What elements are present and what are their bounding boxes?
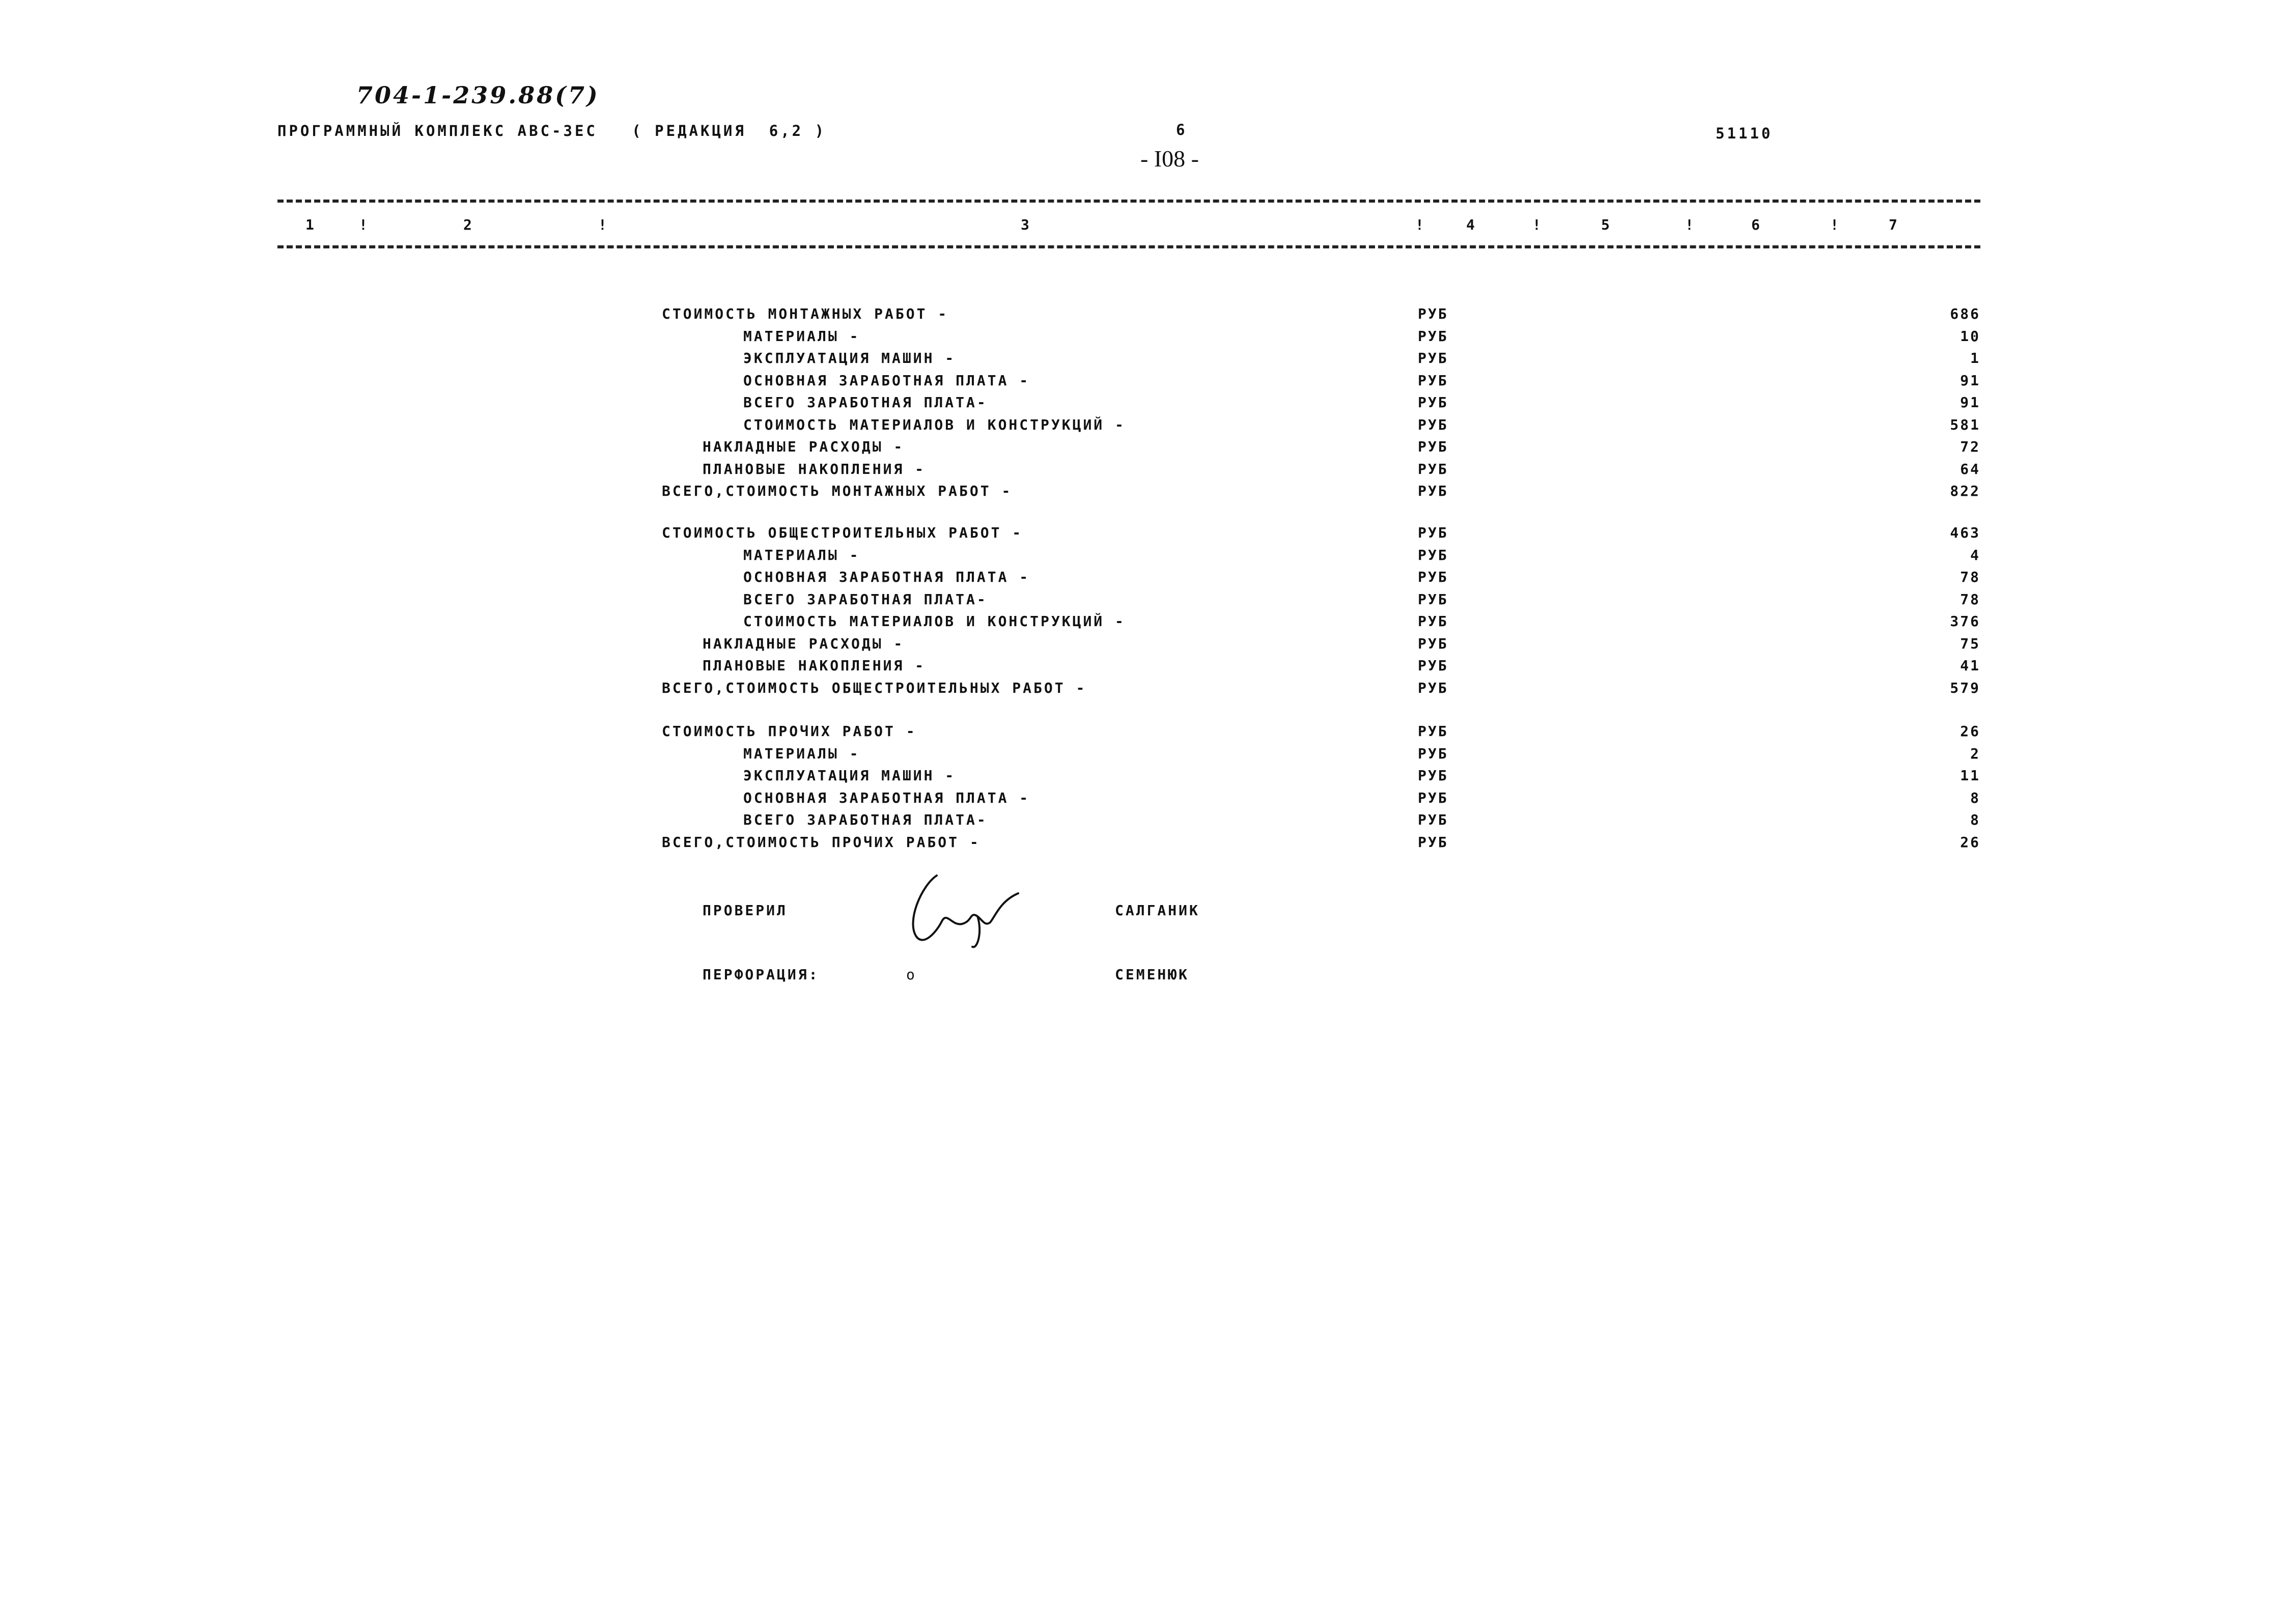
row-value: 8 [1970, 789, 1980, 806]
row-label: ВСЕГО ЗАРАБОТНАЯ ПЛАТА- [743, 394, 988, 411]
table-row [0, 767, 1980, 789]
table-row [0, 680, 1980, 702]
column-number-3: 3 [1021, 216, 1029, 233]
row-unit: РУБ [1418, 723, 1448, 740]
row-label: МАТЕРИАЛЫ - [743, 546, 860, 563]
row-unit: РУБ [1418, 569, 1448, 585]
row-label: СТОИМОСТЬ МАТЕРИАЛОВ И КОНСТРУКЦИЙ - [743, 416, 1126, 433]
table-row [0, 834, 1980, 856]
table-row [0, 372, 1980, 394]
row-unit: РУБ [1418, 613, 1448, 630]
row-unit: РУБ [1418, 789, 1448, 806]
row-label: ОСНОВНАЯ ЗАРАБОТНАЯ ПЛАТА - [743, 372, 1030, 389]
compiled-label [1115, 902, 1200, 919]
row-value: 686 [1950, 305, 1980, 322]
row-label: МАТЕРИАЛЫ - [743, 327, 860, 345]
row-label: ОСНОВНАЯ ЗАРАБОТНАЯ ПЛАТА - [743, 789, 1030, 806]
row-unit: РУБ [1418, 438, 1448, 455]
row-label: НАКЛАДНЫЕ РАСХОДЫ - [703, 438, 905, 455]
table-row [0, 483, 1980, 505]
table-row [0, 328, 1980, 350]
sheet-number: 6 [1176, 121, 1188, 138]
row-value: 11 [1960, 767, 1980, 784]
row-unit: РУБ [1418, 833, 1448, 851]
row-value: 581 [1950, 416, 1980, 433]
row-label: ЭКСПЛУАТАЦИЯ МАШИН - [743, 350, 956, 366]
column-separator: ! [1415, 216, 1424, 233]
signature-image [901, 865, 1033, 952]
row-unit: РУБ [1418, 590, 1448, 608]
table-row [0, 613, 1980, 635]
row-value: 91 [1960, 372, 1980, 389]
row-value: 10 [1960, 327, 1980, 345]
table-row [0, 305, 1980, 328]
column-separator: ! [1830, 216, 1839, 233]
row-label: ВСЕГО ЗАРАБОТНАЯ ПЛАТА- [743, 590, 988, 608]
row-unit: РУБ [1418, 394, 1448, 411]
row-value: 78 [1960, 590, 1980, 608]
row-unit: РУБ [1418, 679, 1448, 696]
header-top-rule [277, 200, 1980, 203]
table-row [0, 635, 1980, 658]
row-value: 26 [1960, 723, 1980, 740]
table-row [0, 657, 1980, 680]
page-number: - I08 - [1140, 146, 1199, 172]
row-unit: РУБ [1418, 460, 1448, 477]
row-value: 822 [1950, 483, 1980, 499]
row-value: 4 [1970, 546, 1980, 563]
row-label: ОСНОВНАЯ ЗАРАБОТНАЯ ПЛАТА - [743, 569, 1030, 585]
row-label: ВСЕГО ЗАРАБОТНАЯ ПЛАТА- [743, 811, 988, 828]
column-number-6: 6 [1751, 216, 1760, 233]
row-unit: РУБ [1418, 327, 1448, 345]
column-separator: ! [1685, 216, 1694, 233]
column-number-5: 5 [1601, 216, 1610, 233]
row-unit: РУБ [1418, 416, 1448, 433]
row-label: НАКЛАДНЫЕ РАСХОДЫ - [703, 635, 905, 652]
row-label: ПЛАНОВЫЕ НАКОПЛЕНИЯ - [703, 460, 926, 477]
row-unit: РУБ [1418, 372, 1448, 389]
compiled-name: САЛГАНИК [1115, 902, 1200, 919]
table-row [0, 789, 1980, 812]
column-number-4: 4 [1466, 216, 1475, 233]
column-separator: ! [598, 216, 607, 233]
table-row [0, 811, 1980, 834]
table-row [0, 394, 1980, 416]
row-value: 1 [1970, 350, 1980, 366]
column-number-7: 7 [1889, 216, 1897, 233]
program-title: ПРОГРАММНЫЙ КОМПЛЕКС АВС-3ЕС ( РЕДАКЦИЯ 6,2 ) [277, 122, 827, 139]
row-label: МАТЕРИАЛЫ - [743, 745, 860, 762]
row-label: СТОИМОСТЬ ПРОЧИХ РАБОТ - [662, 723, 917, 740]
row-unit: РУБ [1418, 767, 1448, 784]
header-bottom-rule [277, 245, 1980, 248]
row-label: СТОИМОСТЬ МАТЕРИАЛОВ И КОНСТРУКЦИЙ - [743, 613, 1126, 630]
row-unit: РУБ [1418, 635, 1448, 652]
row-value: 78 [1960, 569, 1980, 585]
table-row [0, 438, 1980, 461]
perforation-name: СЕМЕНЮК [1115, 966, 1190, 983]
column-separator: ! [1532, 216, 1541, 233]
row-unit: РУБ [1418, 546, 1448, 563]
table-row [0, 591, 1980, 613]
row-unit: РУБ [1418, 305, 1448, 322]
row-value: 463 [1950, 524, 1980, 541]
table-row [0, 723, 1980, 745]
table-row [0, 569, 1980, 591]
table-row [0, 524, 1980, 547]
row-unit: РУБ [1418, 657, 1448, 674]
table-row [0, 416, 1980, 439]
table-row [0, 745, 1980, 768]
perforation-label: ПЕРФОРАЦИЯ: [703, 966, 820, 983]
row-unit: РУБ [1418, 811, 1448, 828]
row-value: 26 [1960, 833, 1980, 851]
row-label: СТОИМОСТЬ ОБЩЕСТРОИТЕЛЬНЫХ РАБОТ - [662, 524, 1023, 541]
row-value: 2 [1970, 745, 1980, 762]
row-label: ВСЕГО,СТОИМОСТЬ ОБЩЕСТРОИТЕЛЬНЫХ РАБОТ - [662, 679, 1087, 696]
table-row [0, 350, 1980, 372]
row-value: 75 [1960, 635, 1980, 652]
row-unit: РУБ [1418, 483, 1448, 499]
row-value: 41 [1960, 657, 1980, 674]
row-value: 91 [1960, 394, 1980, 411]
table-row [0, 547, 1980, 569]
row-label: ВСЕГО,СТОИМОСТЬ ПРОЧИХ РАБОТ - [662, 833, 981, 851]
row-label: ПЛАНОВЫЕ НАКОПЛЕНИЯ - [703, 657, 926, 674]
row-unit: РУБ [1418, 350, 1448, 366]
code-number: 51110 [1716, 125, 1773, 142]
row-value: 64 [1960, 460, 1980, 477]
row-unit: РУБ [1418, 745, 1448, 762]
row-unit: РУБ [1418, 524, 1448, 541]
row-value: 8 [1970, 811, 1980, 828]
column-number-2: 2 [463, 216, 472, 233]
perforation-mark: о [906, 966, 917, 983]
column-separator: ! [359, 216, 368, 233]
row-value: 376 [1950, 613, 1980, 630]
row-value: 579 [1950, 679, 1980, 696]
row-label: СТОИМОСТЬ МОНТАЖНЫХ РАБОТ - [662, 305, 949, 322]
column-number-1: 1 [305, 216, 314, 233]
document-code: 704-1-239.88(7) [356, 81, 600, 109]
table-row [0, 461, 1980, 483]
row-label: ЭКСПЛУАТАЦИЯ МАШИН - [743, 767, 956, 784]
row-label: ВСЕГО,СТОИМОСТЬ МОНТАЖНЫХ РАБОТ - [662, 483, 1013, 499]
checked-label: ПРОВЕРИЛ [703, 902, 788, 919]
row-value: 72 [1960, 438, 1980, 455]
